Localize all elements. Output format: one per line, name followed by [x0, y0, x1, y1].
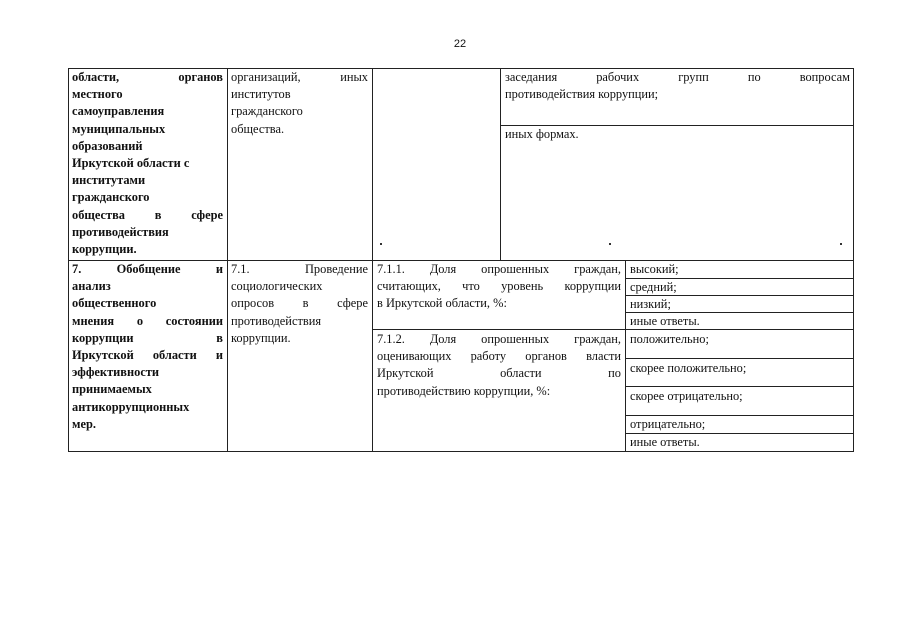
answer-positive: положительно;	[630, 332, 709, 346]
indicator-7-1-1-text	[377, 261, 621, 313]
text-line: эффективности	[72, 365, 160, 380]
text-line: антикоррупционных	[72, 399, 190, 414]
text-line: коррупции в	[72, 330, 223, 345]
text-line: принимаемых	[72, 382, 152, 397]
text-line: общественного	[72, 296, 157, 311]
text-line: муниципальных	[72, 121, 166, 136]
text-line: Иркутской области по	[377, 366, 621, 381]
text-line: Иркутской области и	[72, 348, 223, 363]
text-line: 7.1.2. Доля опрошенных граждан,	[377, 332, 621, 346]
answer-line	[625, 386, 854, 387]
text-line: анализ	[72, 279, 111, 294]
text-line: 7.1. Проведение	[231, 262, 368, 276]
text-line: местного	[72, 87, 123, 102]
scan-speck	[609, 243, 611, 245]
top-col4-row2-text: иных формах.	[505, 127, 579, 141]
col-divider-3-top	[500, 68, 501, 260]
top-col2-text	[231, 69, 368, 138]
text-line: мер.	[72, 416, 96, 431]
col-divider-answers	[625, 260, 626, 452]
text-line: образований	[72, 138, 143, 153]
text-line: мнения о состоянии	[72, 313, 223, 328]
top-col1-text	[72, 69, 223, 258]
text-line: институтами	[72, 173, 146, 188]
text-line: коррупции.	[72, 242, 137, 257]
scan-speck	[840, 243, 842, 245]
answer-medium: средний;	[630, 280, 677, 294]
answer-rather-positive: скорее положительно;	[630, 361, 747, 375]
text-line: оценивающих работу органов власти	[377, 349, 621, 364]
text-line: 7.1.1. Доля опрошенных граждан,	[377, 262, 621, 276]
text-line: считающих, что уровень коррупции	[377, 279, 621, 294]
answer-rather-negative: скорее отрицательно;	[630, 389, 743, 403]
col-divider-2	[372, 68, 373, 452]
indicator-7-1-2-text	[377, 331, 621, 400]
text-line: организаций, иных	[231, 70, 368, 84]
section7-col2-text	[231, 261, 368, 347]
scan-speck	[380, 243, 382, 245]
text-line: Иркутской области с	[72, 156, 190, 171]
text-line: области, органов	[72, 70, 223, 84]
text-line: противодействия коррупции;	[505, 87, 659, 102]
text-line: самоуправления	[72, 104, 165, 119]
section7-col1-text	[72, 261, 223, 433]
answer-negative: отрицательно;	[630, 417, 706, 431]
col-divider-1	[227, 68, 228, 452]
text-line: противодействию коррупции, %:	[377, 383, 551, 398]
page-number: 22	[453, 38, 467, 50]
text-line: опросов в сфере	[231, 296, 368, 311]
text-line: социологических	[231, 279, 323, 294]
answer-line	[625, 358, 854, 359]
text-line: институтов	[231, 87, 291, 102]
text-line: заседания рабочих групп по вопросам	[505, 70, 850, 84]
text-line: 7. Обобщение и	[72, 262, 223, 276]
text-line: гражданского	[231, 104, 303, 119]
text-line: противодействия	[72, 224, 169, 239]
text-line: коррупции.	[231, 330, 291, 345]
answer-other-1: иные ответы.	[630, 314, 700, 328]
top-col4-row1-text	[505, 69, 850, 103]
text-line: противодействия	[231, 313, 322, 328]
answer-low: низкий;	[630, 297, 671, 311]
answer-other-2: иные ответы.	[630, 435, 700, 449]
indicators-table	[68, 68, 854, 452]
text-line: общества.	[231, 121, 285, 136]
text-line: гражданского	[72, 190, 150, 205]
answer-high: высокий;	[630, 262, 679, 276]
text-line: общества в сфере	[72, 207, 223, 222]
text-line: в Иркутской области, %:	[377, 296, 507, 311]
